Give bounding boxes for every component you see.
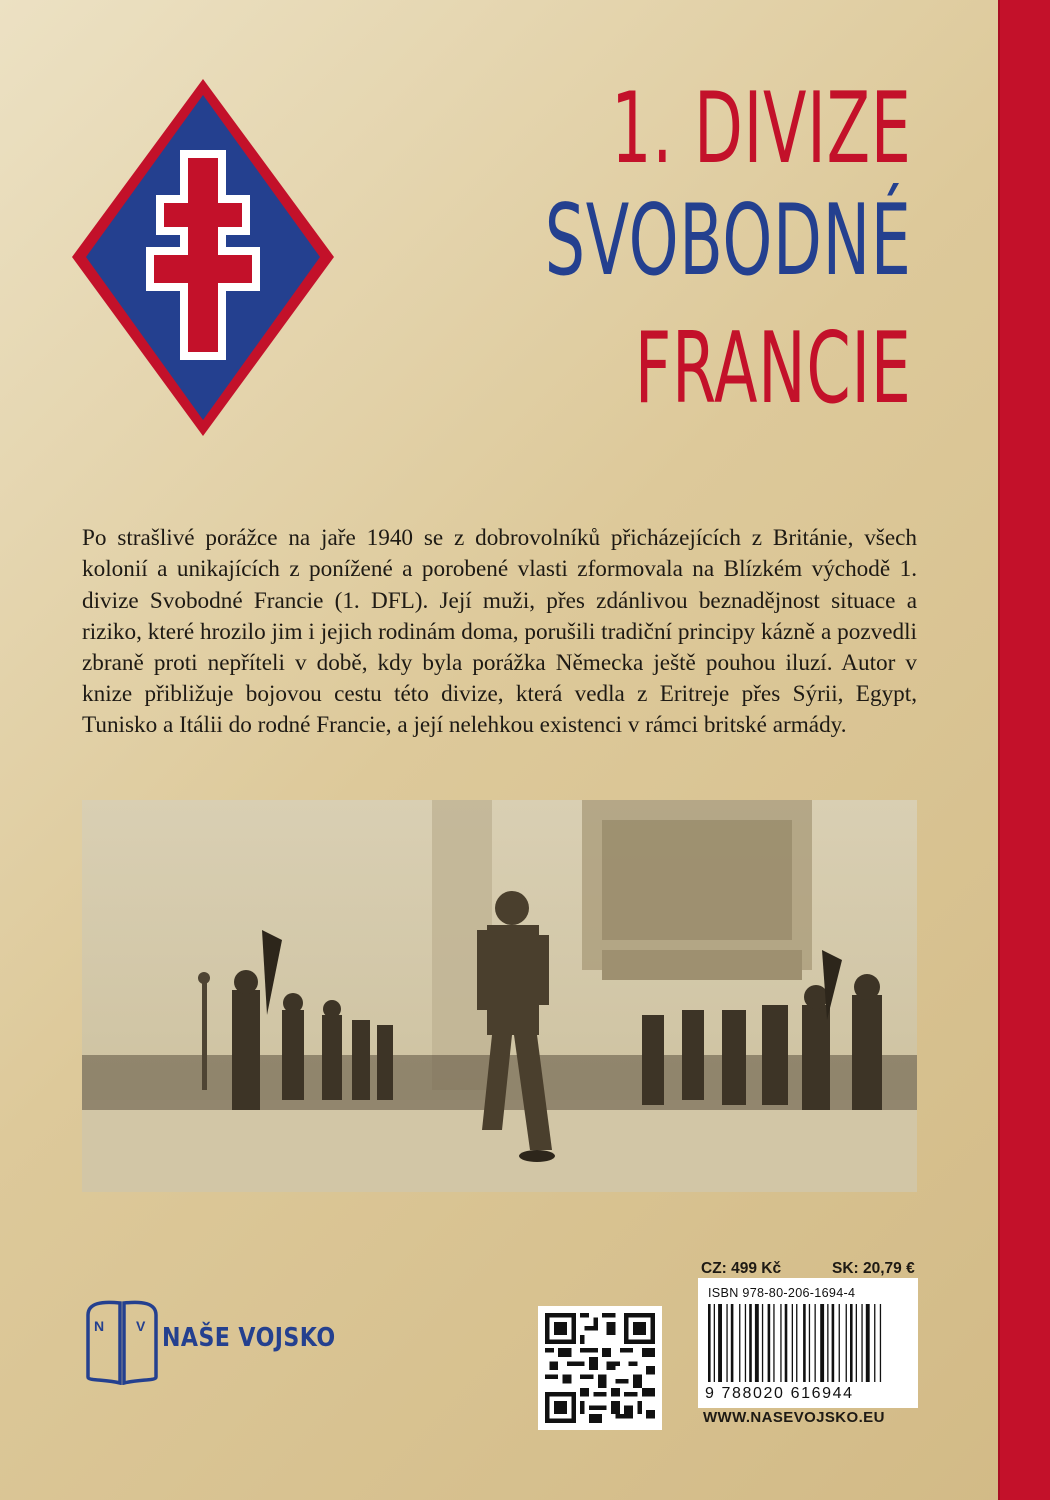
barcode: [698, 1278, 918, 1408]
ean-number: 9 788020 616944: [705, 1385, 854, 1402]
publisher-name: NAŠE VOJSKO: [162, 1323, 336, 1353]
book-title: [402, 72, 912, 432]
title-line-2: SVOBODNÉ: [545, 184, 912, 298]
price-sk: SK: 20,79 €: [832, 1260, 915, 1277]
qr-code: [538, 1306, 662, 1430]
title-line-3: FRANCIE: [635, 312, 912, 426]
logo-letter-left: N: [94, 1318, 105, 1334]
website-url: WWW.NASEVOJSKO.EU: [703, 1409, 885, 1426]
nase-vojsko-logo: [82, 1295, 162, 1385]
red-spine-band: [1000, 0, 1050, 1500]
book-blurb: Po strašlivé porážce na jaře 1940 se z dobrovolníků přicházejících z Británie, všech kolonií a unikajících z ponížené a porobené vlasti zformovala na Blízkém východě 1. divize Svobodné Francie (1. DFL). Její muži, přes zdánlivou beznadějnost situace a riziko, které hrozilo jim i jejich rodinám doma, porušili tradiční principy kázně a pozvedli zbraně proti nepříteli v době, kdy byla porážka Německa ještě pouhou iluzí. Autor v knize přibližuje bojovou cestu této divize, která vedla z Eritreje přes Sýrii, Egypt, Tunisko a Itálii do rodné Francie, a její nelehkou existenci v rámci britské armády.: [82, 525, 917, 739]
isbn-label: ISBN 978-80-206-1694-4: [708, 1286, 856, 1300]
barcode-bars: [708, 1304, 910, 1386]
parade-photo: [82, 800, 917, 1192]
qr-code-icon: [545, 1313, 655, 1423]
cross-of-lorraine-icon: [68, 75, 338, 440]
title-line-1: 1. DIVIZE: [611, 72, 912, 186]
price-cz: CZ: 499 Kč: [701, 1260, 782, 1277]
logo-letter-right: V: [136, 1318, 146, 1334]
